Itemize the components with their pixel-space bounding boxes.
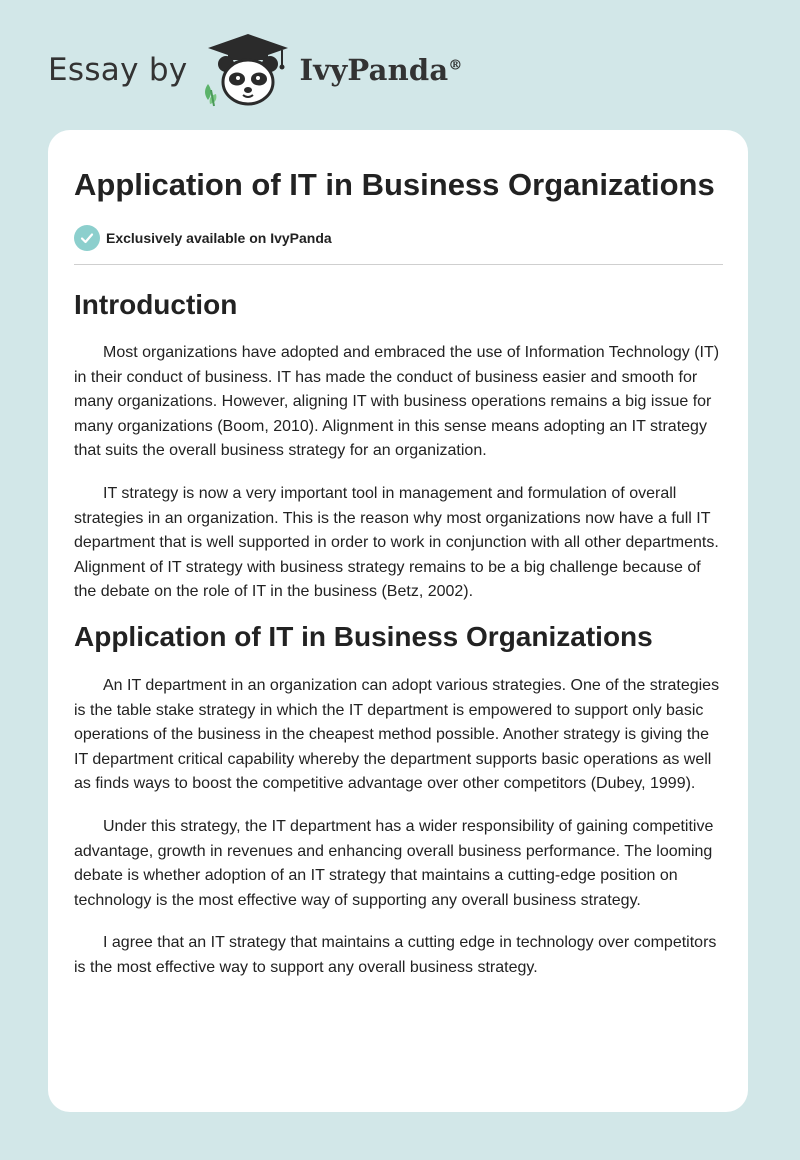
exclusive-badge <box>74 225 723 251</box>
paragraph: Most organizations have adopted and embraced the use of Information Technology (IT) in their conduct of business. IT has made the conduct of business easier and smooth for many organizations. However, aligning IT with business operations remains a big issue for many organizations (Boom, 2010). Alignment in this sense means adopting an IT strategy that suits the overall business strategy for an organization. <box>74 344 720 460</box>
paragraph: An IT department in an organization can adopt various strategies. One of the strategies is the table stake strategy in which the IT department is empowered to support only basic operations of the business in the cheapest method possible. Another strategy is giving the IT department critical capability whereby the department supports basic operations as well as finds ways to boost the competitive advantage over other competitors (Dubey, 1999). <box>74 676 720 793</box>
paragraph: IT strategy is now a very important tool in management and formulation of overall strategies in an organization. This is the reason why most organizations now have a full IT department that is well supported in order to work in conjunction with all other departments. Alignment of IT strategy with business strategy remains to be a big challenge because of the debate on the role of IT in the business (Betz, 2002). <box>74 484 719 601</box>
introduction-body <box>74 341 723 605</box>
paragraph: I agree that an IT strategy that maintains a cutting edge in technology over competitors is the most effective way to support any overall business strategy. <box>74 934 717 976</box>
ivypanda-logo[interactable] <box>202 32 463 108</box>
check-circle-icon <box>74 225 100 251</box>
paragraph: Under this strategy, the IT department has a wider responsibility of gaining competitive advantage, growth in revenues and enhancing overall business performance. The looming debate is whether adoption of an IT strategy that maintains a cutting-edge position on technology is the most effective way of supporting any overall business strategy. <box>74 817 714 909</box>
brand-name <box>300 53 463 87</box>
site-header <box>48 30 463 110</box>
application-body <box>74 674 723 981</box>
section-heading-introduction: Introduction <box>74 289 238 320</box>
section-heading-application: Application of IT in Business Organizations <box>74 620 653 652</box>
essay-card <box>48 130 748 1112</box>
panda-graduate-icon <box>202 32 294 108</box>
page-title: Application of IT in Business Organizations <box>74 167 715 202</box>
essay-by-label: Essay by <box>48 52 188 88</box>
registered-mark: ® <box>448 57 463 74</box>
brand-text: IvyPanda <box>299 53 449 87</box>
divider <box>74 264 723 265</box>
exclusive-text: Exclusively available on IvyPanda <box>106 230 332 246</box>
essay-content <box>74 164 723 980</box>
